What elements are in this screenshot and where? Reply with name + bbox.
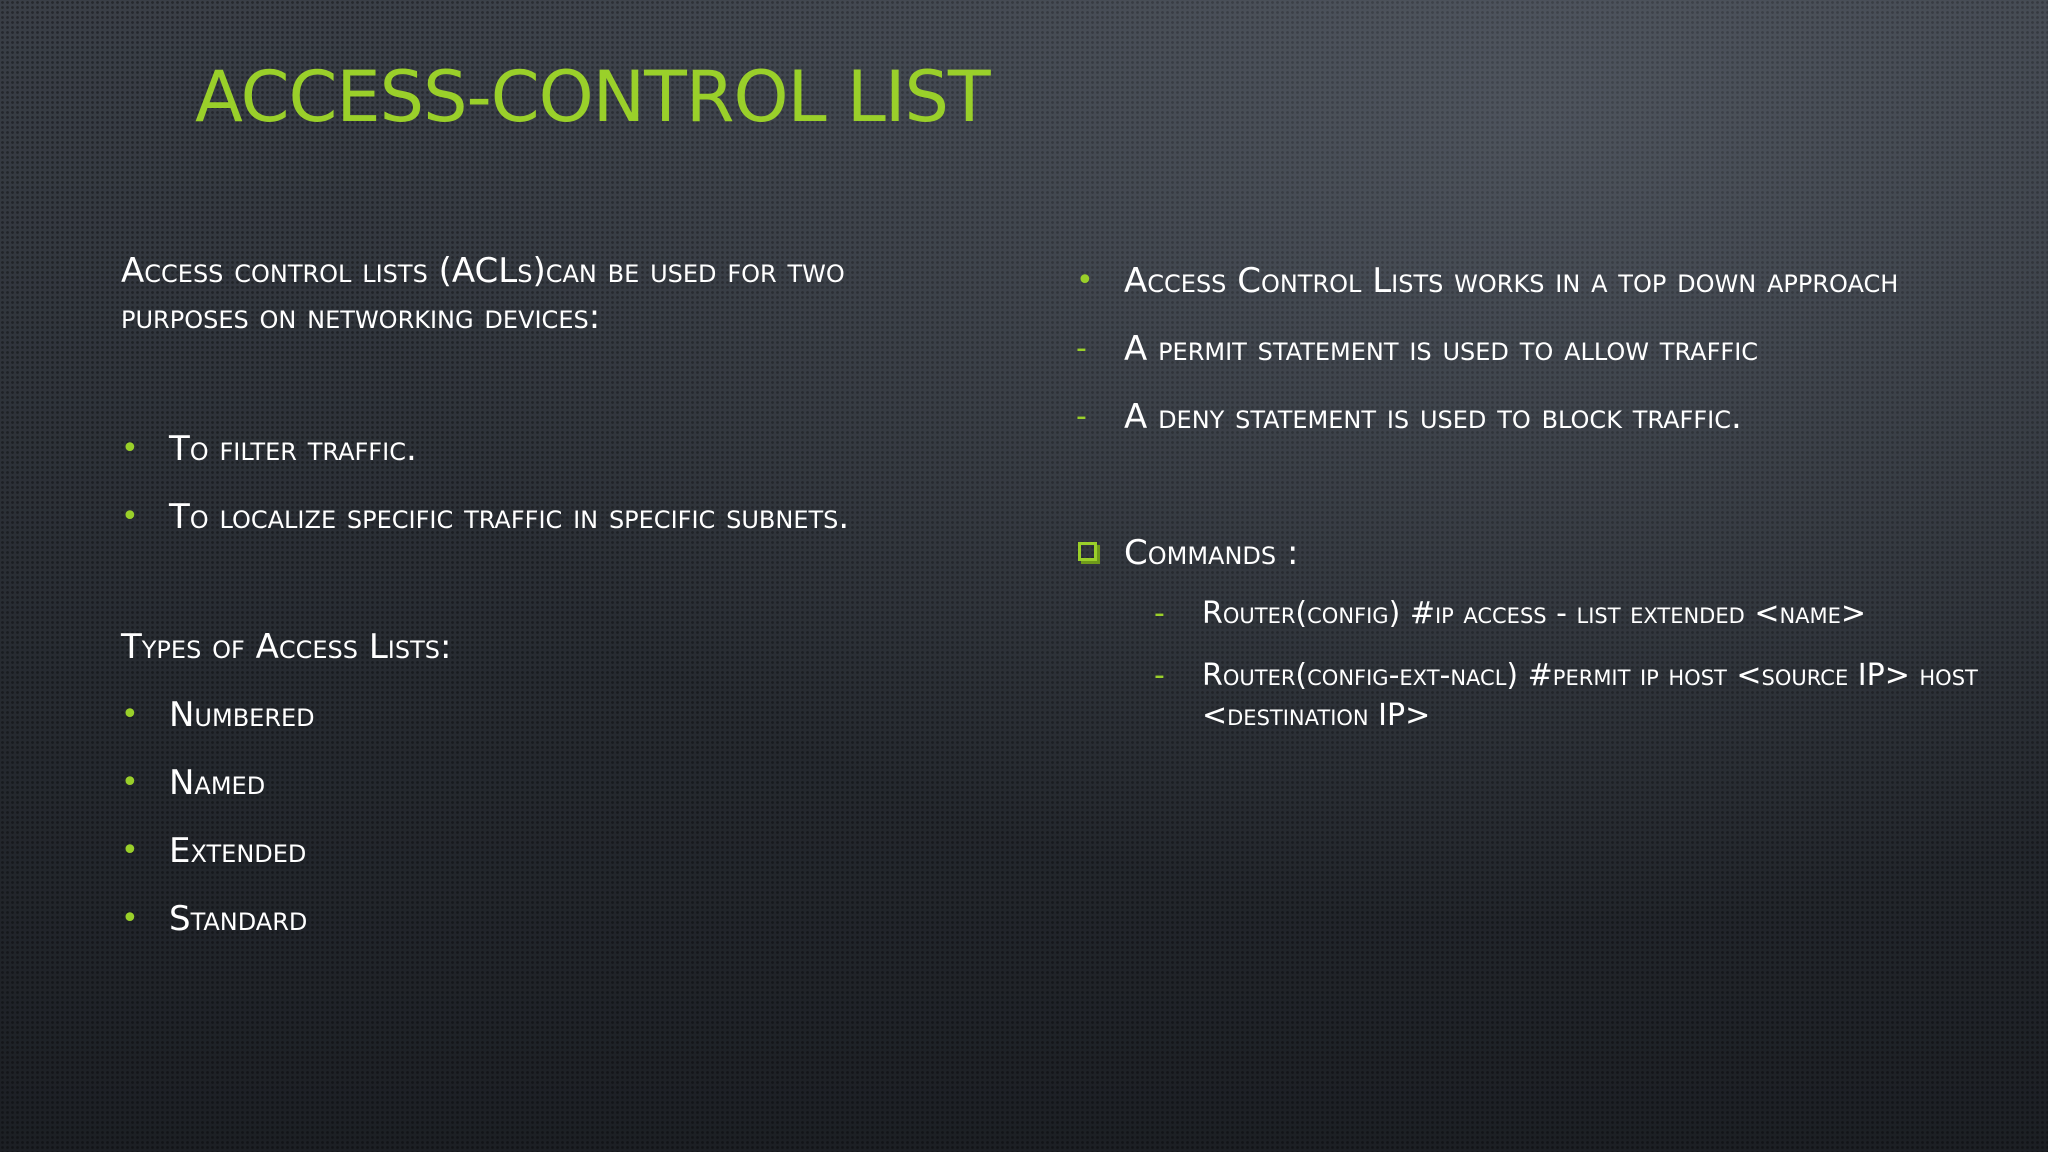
purpose-label: To localize specific traffic in specific subnets.	[169, 497, 850, 537]
dash-icon: -	[1154, 658, 1165, 693]
bullet-icon: •	[121, 431, 139, 466]
type-label: Numbered	[169, 695, 315, 735]
command-label: Router(config) #ip access - list extended <name>	[1202, 596, 1867, 631]
command-item	[1154, 656, 1982, 736]
type-label: Extended	[169, 831, 307, 871]
purpose-item	[121, 494, 889, 540]
bullet-icon: •	[121, 499, 139, 534]
bullet-icon: •	[121, 697, 139, 732]
type-label: Standard	[169, 899, 308, 939]
statement-item	[1076, 394, 2006, 440]
main-point-item	[1076, 258, 1944, 304]
statement-label: A permit statement is used to allow traffic	[1124, 329, 1759, 369]
intro-text	[121, 248, 921, 340]
main-point-label: Access Control Lists works in a top down approach	[1124, 261, 1899, 301]
slide-title: ACCESS-CONTROL LIST	[195, 56, 990, 138]
commands-heading: Commands :	[1124, 533, 1299, 573]
statement-item	[1076, 326, 2006, 372]
type-item	[121, 828, 951, 874]
dash-icon: -	[1154, 596, 1165, 631]
bullet-icon: •	[121, 765, 139, 800]
type-label: Named	[169, 763, 266, 803]
types-heading: Types of Access Lists:	[121, 627, 452, 667]
bullet-icon: •	[1076, 263, 1094, 298]
command-item	[1154, 594, 2022, 634]
type-item	[121, 760, 951, 806]
dash-icon: -	[1076, 331, 1087, 366]
type-item	[121, 896, 951, 942]
command-label: Router(config-ext-nacl) #permit ip host <source IP> host <destination IP>	[1202, 658, 1978, 733]
left-column	[121, 248, 951, 942]
type-item	[121, 692, 951, 738]
intro-text-content: Access control lists (ACLs)can be used for two purposes on networking devices:	[121, 251, 845, 337]
commands-heading-item	[1076, 530, 2006, 576]
bullet-icon: •	[121, 833, 139, 868]
bullet-icon: •	[121, 901, 139, 936]
right-column	[1076, 258, 2006, 736]
checkbox-bullet-icon	[1078, 542, 1097, 561]
statement-label: A deny statement is used to block traffic.	[1124, 397, 1742, 437]
dash-icon: -	[1076, 399, 1087, 434]
purpose-item	[121, 426, 951, 472]
purpose-label: To filter traffic.	[169, 429, 417, 469]
